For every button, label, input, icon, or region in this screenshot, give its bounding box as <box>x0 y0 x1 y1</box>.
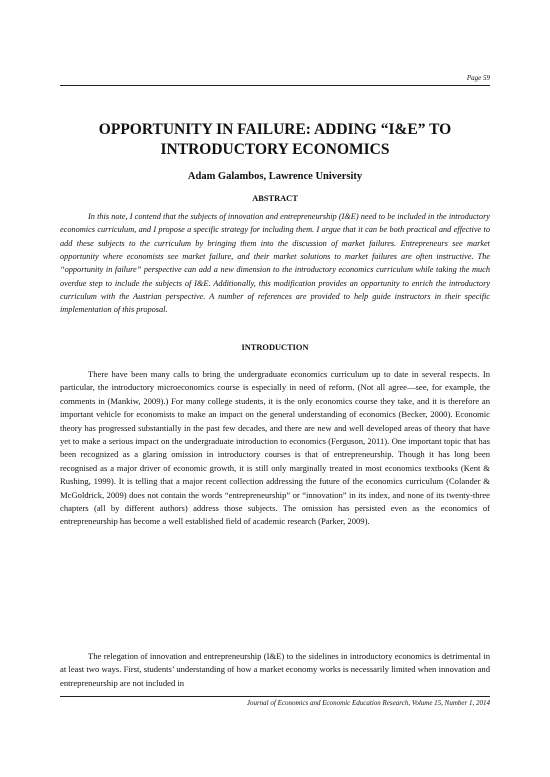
body-paragraph: There have been many calls to bring the undergraduate economics curriculum up to date in several respects. In particular, the introductory microeconomics course is especially in need of reform. (Not all agree—see, for example, the comments in (Mankiw, 2009).) For many college students, it is the only economics course they take, and it is therefore an important vehicle for economists to make an impact on the general understanding of economics (Becker, 2000). Economic theory has progressed substantially in the past few decades, and there are new and well developed areas of theory that have yet to make a serious impact on the undergraduate introduction to economics (Ferguson, 2011). One important topic that has been recognized as a glaring omission in introductory courses is that of entrepreneurship. Though it has long been recognised as a major driver of economic growth, it is still only marginally treated in most economics textbooks (Kent & Rushing, 1999). It is telling that a major recent collection addressing the future of the economics curriculum (Colander & McGoldrick, 2009) does not contain the words “entrepreneurship” or “innovation” in its index, and none of its twenty-three chapters (all by different authors) address those subjects. The omission has persisted even as the economics of entrepreneurship has become a well established field of academic research (Parker, 2009). <box>60 369 490 527</box>
introduction-heading: INTRODUCTION <box>241 343 309 352</box>
journal-footer: Journal of Economics and Economic Education Research, Volume 15, Number 1, 2014 <box>246 699 490 707</box>
header-rule <box>60 85 490 86</box>
footer-rule <box>60 696 490 697</box>
body-paragraph: The relegation of innovation and entrepreneurship (I&E) to the sidelines in introductory economics is detrimental in at least two ways. First, students’ understanding of how a market economy works is necessarily limited when innovation and entrepreneurship are not included in <box>60 651 490 688</box>
page-number: Page 59 <box>466 74 490 82</box>
abstract-heading: ABSTRACT <box>252 194 298 203</box>
paper-title: OPPORTUNITY IN FAILURE: ADDING “I&E” TO INTRODUCTORY ECONOMICS <box>98 121 452 158</box>
abstract-text: In this note, I contend that the subjects of innovation and entrepreneurship (I&E) need to be included in the introductory economics curriculum, and I propose a specific strategy for including them. I argue that it can be both practical and effective to add these subjects to the curriculum by bringing them into the discussion of market failures. Entrepreneurs see market opportunity where economists see market failure, and their market solutions to market failures are often instructive. The “opportunity in failure” perspective can add a new dimension to the introductory economics curriculum while taking the much overdue step to include the subjects of I&E. Additionally, this modification provides an opportunity to enrich the introductory curriculum with the Austrian perspective. A number of references are provided to help guide instructors in their specific implementation of this proposal. <box>60 212 490 315</box>
author-line: Adam Galambos, Lawrence University <box>187 171 363 182</box>
